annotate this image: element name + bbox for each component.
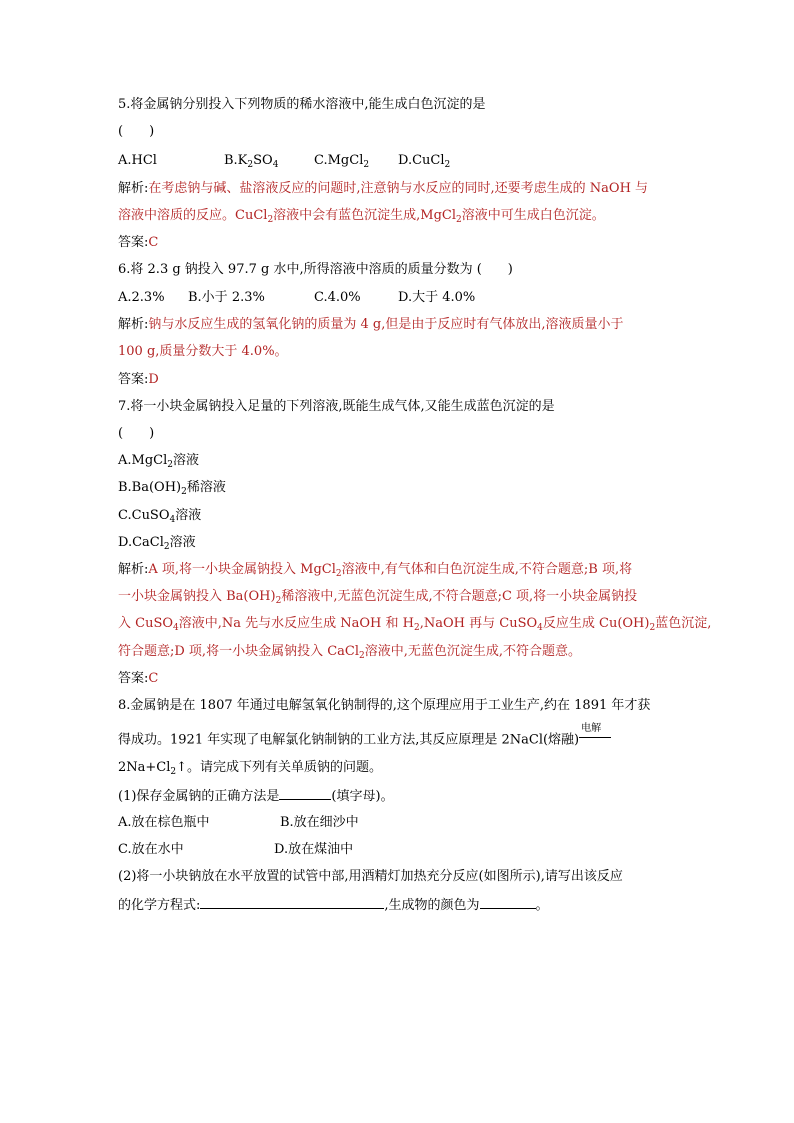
q6-stem: 6.将 2.3 g 钠投入 97.7 g 水中,所得溶液中溶质的质量分数为 ( ) xyxy=(118,262,513,277)
q7-option-d: D.CaCl$_2$溶液 xyxy=(118,535,196,552)
q5-option-c: C.MgCl$_2$ xyxy=(314,153,370,170)
q7-answer: 答案:C xyxy=(118,671,159,686)
q5-stem: 5.将金属钠分别投入下列物质的稀水溶液中,能生成白色沉淀的是 xyxy=(118,97,486,112)
q6-answer: 答案:D xyxy=(118,372,159,387)
analysis-label: 解析: xyxy=(118,181,149,196)
color-blank[interactable] xyxy=(480,896,536,909)
q8-line-3: $2Na+Cl_2↑$。请完成下列有关单质钠的问题。 xyxy=(118,760,383,777)
q5-analysis-line-1: 解析:在考虑钠与碱、盐溶液反应的问题时,注意钠与水反应的同时,还要考虑生成的 NaOH 与 xyxy=(118,181,649,196)
q7-option-b: $B.Ba(OH)_2$稀溶液 xyxy=(118,480,226,497)
q7-option-a: A.MgCl$_2$溶液 xyxy=(118,453,200,470)
q8-option-c: C.放在水中 xyxy=(118,842,184,857)
q5-answer: 答案:C xyxy=(118,235,159,250)
q6-option-c: C.4.0% xyxy=(314,290,361,305)
q8-line-1: 8.金属钠是在 1807 年通过电解氢氧化钠制得的,这个原理应用于工业生产,约在 1891 年才获 xyxy=(118,698,651,713)
answer-blank[interactable] xyxy=(279,787,331,800)
q5-option-b: $B.K_2SO_4$ xyxy=(224,153,279,170)
q7-analysis-line-1: 解析:A 项,将一小块金属钠投入 MgCl$_2$溶液中,有气体和白色沉淀生成,不符合题意;B 项,将 xyxy=(118,562,633,579)
q5-option-a: A.HCl xyxy=(118,153,157,168)
q7-stem: 7.将一小块金属钠投入足量的下列溶液,既能生成气体,又能生成蓝色沉淀的是 xyxy=(118,399,555,414)
q7-option-c: C.CuSO$_4$溶液 xyxy=(118,508,202,525)
q6-option-d: D.大于 4.0% xyxy=(398,290,476,305)
q5-option-d: D.CuCl$_2$ xyxy=(398,153,451,170)
q6-analysis-line-2: 100 g,质量分数大于 4.0%。 xyxy=(118,344,288,359)
q8-part-1: (1)保存金属钠的正确方法是 (填字母)。 xyxy=(118,789,394,804)
q6-option-b: B.小于 2.3% xyxy=(188,290,265,305)
q8-line-2: 得成功。1921 年实现了电解氯化钠制钠的工业方法,其反应原理是 2NaCl(熔融) 电解 xyxy=(118,731,615,750)
q5-analysis-line-2: 溶液中溶质的反应。CuCl$_2$溶液中会有蓝色沉淀生成,MgCl$_2$溶液中可生成白色沉淀。 xyxy=(118,208,605,225)
equation-blank[interactable] xyxy=(200,896,384,909)
q8-option-b: B.放在细沙中 xyxy=(280,815,359,830)
q7-analysis-line-4: 符合题意;D 项,将一小块金属钠投入 CaCl$_2$溶液中,无蓝色沉淀生成,不符合题意。 xyxy=(118,644,582,661)
q8-option-d: D.放在煤油中 xyxy=(274,842,354,857)
q8-part-2-line-1: (2)将一小块钠放在水平放置的试管中部,用酒精灯加热充分反应(如图所示),请写出该反应 xyxy=(118,869,623,884)
q7-analysis-line-2: 一小块金属钠投入 $Ba(OH)_2$稀溶液中,无蓝色沉淀生成,不符合题意;C 项,将一小块金属钠投 xyxy=(118,589,638,606)
q5-paren: ( ) xyxy=(118,124,155,139)
q7-analysis-line-3: 入 CuSO$_4$溶液中,Na 先与水反应生成 NaOH 和 $H_2,NaOH$ 再与 CuSO$_4$反应生成 $Cu(OH)_2$蓝色沉淀, xyxy=(118,616,712,633)
electrolysis-arrow: 电解 xyxy=(579,731,615,749)
q6-option-a: A.2.3% xyxy=(118,290,165,305)
q8-option-a: A.放在棕色瓶中 xyxy=(118,815,210,830)
q6-analysis-line-1: 解析:钠与水反应生成的氢氧化钠的质量为 4 g,但是由于反应时有气体放出,溶液质量小于 xyxy=(118,317,624,332)
q7-paren: ( ) xyxy=(118,426,155,441)
q8-part-2-line-2: 的化学方程式: ,生成物的颜色为 。 xyxy=(118,898,549,913)
